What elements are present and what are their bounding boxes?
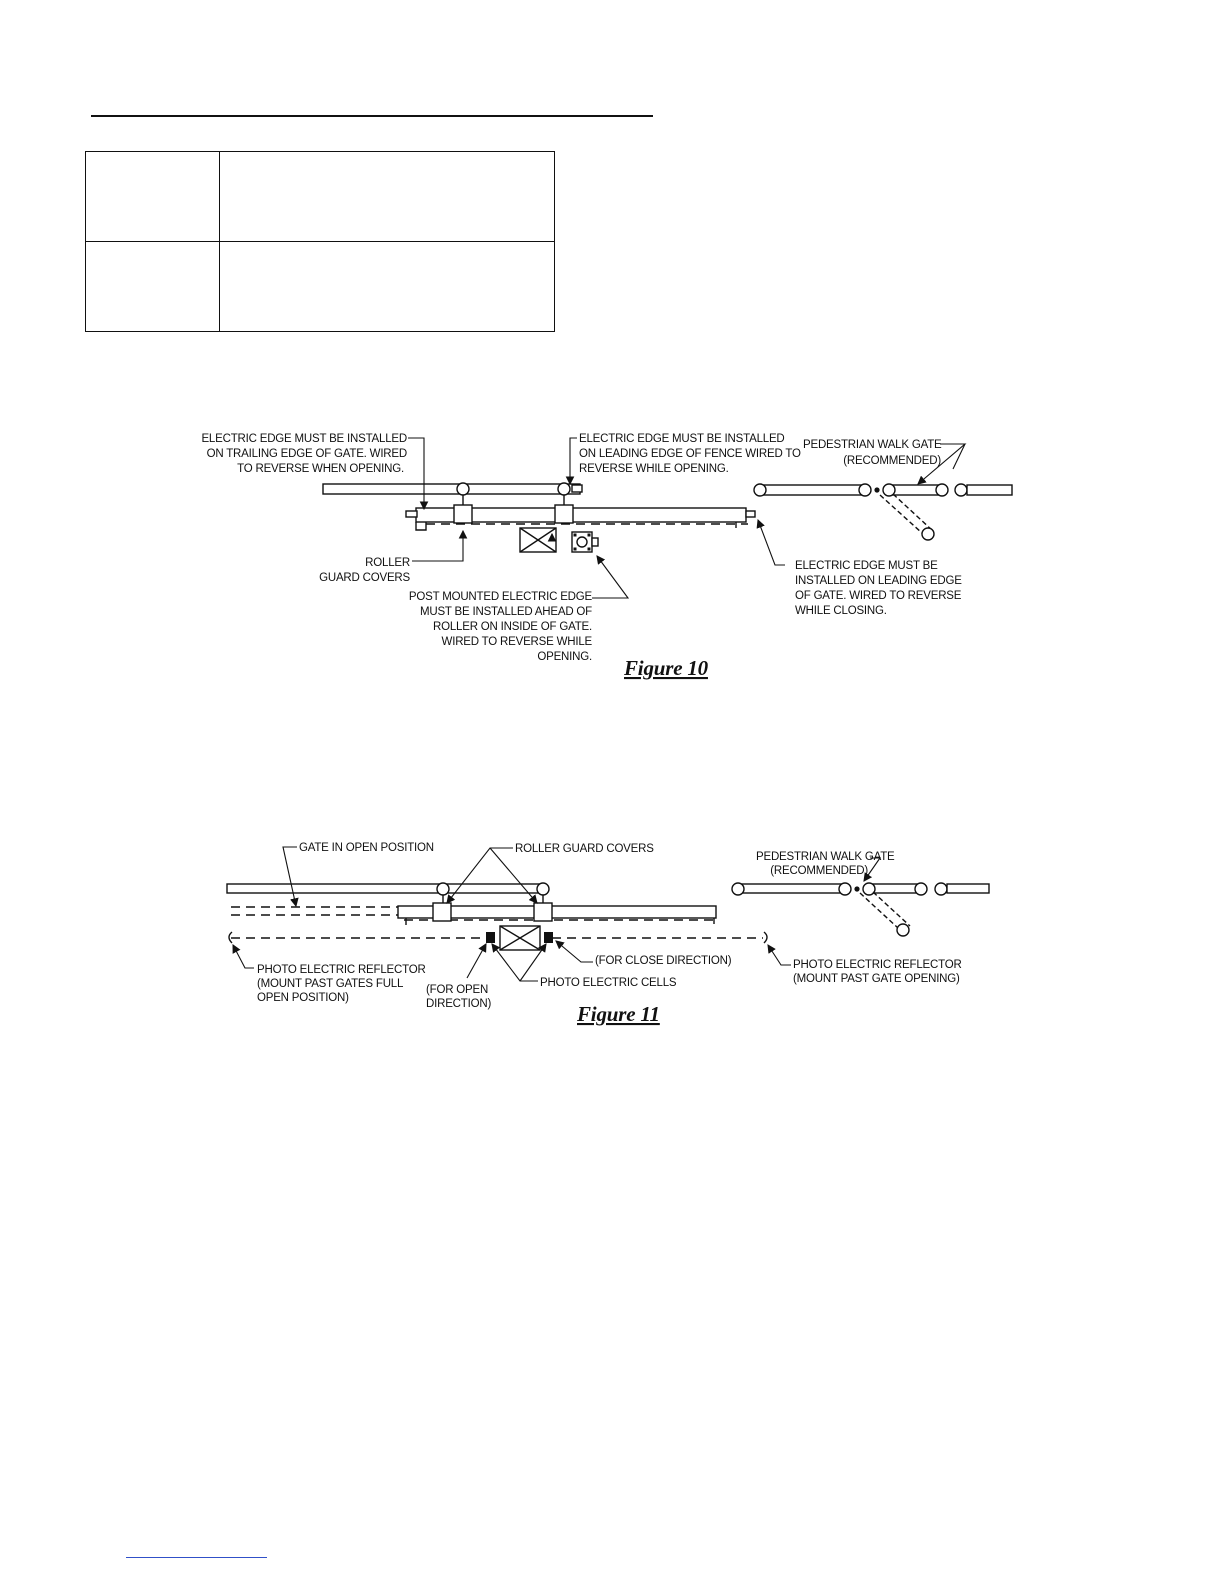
- fence-post-icon: [437, 883, 449, 895]
- leading-edge-sensor: [746, 511, 755, 517]
- label-gate-open-position: GATE IN OPEN POSITION: [299, 842, 434, 854]
- gate-operator-box: [520, 528, 556, 552]
- leader-line: [467, 944, 486, 978]
- label-open-direction-2: DIRECTION): [426, 998, 492, 1010]
- label-walk-gate-2: (RECOMMENDED): [770, 865, 868, 877]
- leader-line: [490, 848, 537, 903]
- label-leading-edge-1: ELECTRIC EDGE MUST BE: [795, 560, 938, 572]
- fence-rail: [227, 884, 543, 893]
- pedestrian-walk-gate: [732, 883, 989, 936]
- label-post-edge-2: MUST BE INSTALLED AHEAD OF: [419, 606, 592, 618]
- gate-operator-box: [500, 926, 540, 950]
- label-post-edge-4: WIRED TO REVERSE WHILE: [441, 636, 592, 648]
- fence-post-icon: [457, 483, 469, 495]
- trailing-edge-sensor: [406, 511, 417, 517]
- label-post-edge-3: ROLLER ON INSIDE OF GATE.: [432, 621, 592, 633]
- label-open-direction-1: (FOR OPEN: [426, 984, 489, 996]
- label-roller-1: ROLLER: [365, 557, 410, 569]
- label-post-edge-5: OPENING.: [537, 651, 592, 663]
- label-reflector-left-1: PHOTO ELECTRIC REFLECTOR: [257, 964, 426, 976]
- photo-reflector-icon: [764, 932, 767, 943]
- leader-line: [447, 848, 513, 903]
- label-roller-guard-covers: ROLLER GUARD COVERS: [515, 843, 654, 855]
- leader-line: [768, 945, 791, 965]
- gate-frame-end: [406, 918, 714, 925]
- leader-line: [758, 520, 785, 565]
- leader-line: [233, 945, 254, 968]
- fence-post-icon: [558, 483, 570, 495]
- figure-11-caption: Figure 11: [577, 1002, 660, 1026]
- post-stem: [443, 895, 543, 904]
- label-post-edge-1: POST MOUNTED ELECTRIC EDGE: [408, 591, 592, 603]
- label-photo-cells: PHOTO ELECTRIC CELLS: [540, 977, 677, 989]
- leader-line: [283, 847, 297, 906]
- pedestrian-walk-gate: [754, 484, 1012, 540]
- label-roller-2: GUARD COVERS: [319, 572, 410, 584]
- label-close-direction: (FOR CLOSE DIRECTION): [595, 955, 732, 967]
- label-trailing-edge-2: ON TRAILING EDGE OF GATE. WIRED: [206, 448, 407, 460]
- roller-guard-cover: [433, 903, 451, 921]
- leader-line: [953, 444, 965, 469]
- post-mounted-edge-icon: [572, 532, 598, 552]
- leader-line: [412, 531, 463, 561]
- leader-line: [592, 556, 628, 598]
- label-reflector-left-3: OPEN POSITION): [257, 992, 349, 1004]
- leader-line: [570, 438, 577, 484]
- photo-cell-icon: [486, 932, 495, 943]
- roller-guard-cover: [555, 505, 573, 523]
- fence-post-icon: [537, 883, 549, 895]
- label-fence-edge-2: ON LEADING EDGE OF FENCE WIRED TO: [579, 448, 801, 460]
- label-leading-edge-3: OF GATE. WIRED TO REVERSE: [795, 590, 962, 602]
- label-fence-edge-3: REVERSE WHILE OPENING.: [579, 463, 729, 475]
- label-walk-gate-1: PEDESTRIAN WALK GATE: [756, 851, 895, 863]
- leader-line: [408, 438, 424, 509]
- roller-guard-cover: [454, 505, 472, 523]
- post-stem: [463, 495, 564, 506]
- label-trailing-edge-1: ELECTRIC EDGE MUST BE INSTALLED: [201, 433, 407, 445]
- roller-guard-cover: [534, 903, 552, 921]
- label-walk-gate-2: (RECOMMENDED): [843, 455, 941, 467]
- label-trailing-edge-3: TO REVERSE WHEN OPENING.: [237, 463, 404, 475]
- label-reflector-right-2: (MOUNT PAST GATE OPENING): [793, 973, 960, 985]
- leader-line: [556, 941, 593, 962]
- label-leading-edge-4: WHILE CLOSING.: [795, 605, 887, 617]
- label-walk-gate-1: PEDESTRIAN WALK GATE: [803, 439, 942, 451]
- figure-10-caption: Figure 10: [624, 656, 708, 680]
- fence-rail: [323, 484, 580, 494]
- label-leading-edge-2: INSTALLED ON LEADING EDGE: [795, 575, 962, 587]
- footer-link-underline: [126, 1557, 267, 1558]
- label-reflector-right-1: PHOTO ELECTRIC REFLECTOR: [793, 959, 962, 971]
- photo-cell-icon: [544, 932, 553, 943]
- label-fence-edge-1: ELECTRIC EDGE MUST BE INSTALLED: [579, 433, 785, 445]
- label-reflector-left-2: (MOUNT PAST GATES FULL: [257, 978, 404, 990]
- fence-edge-sensor: [572, 485, 582, 492]
